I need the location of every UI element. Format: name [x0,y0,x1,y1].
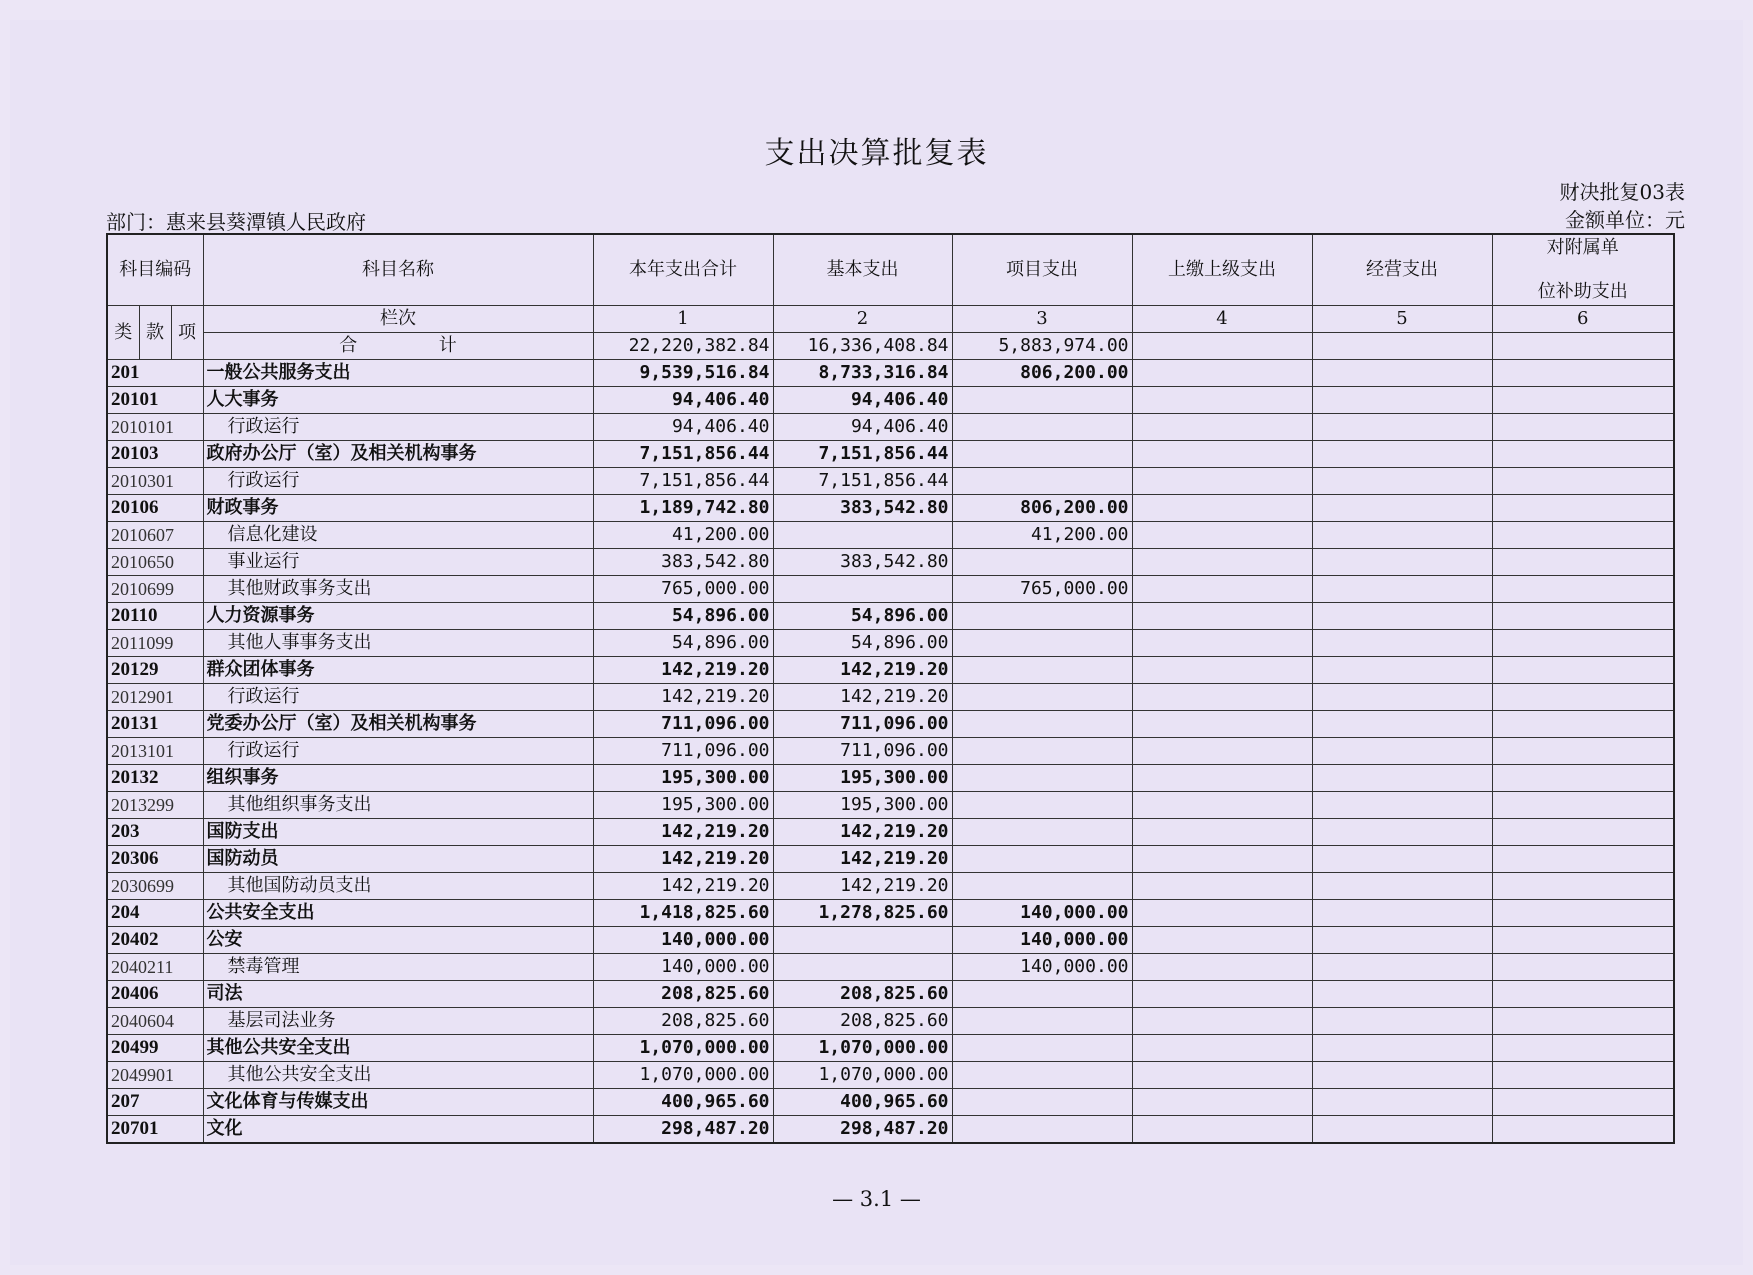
row-col5 [1312,630,1492,657]
table-row [107,819,1674,846]
row-col5 [1312,468,1492,495]
row-col2: 208,825.60 [773,1008,952,1035]
row-col5 [1312,792,1492,819]
row-col2 [773,927,952,954]
total-col6 [1492,333,1674,360]
row-col6 [1492,1089,1674,1116]
row-col3 [952,414,1132,441]
row-col3: 765,000.00 [952,576,1132,603]
expenditure-table [106,233,1675,1144]
row-col1: 195,300.00 [593,792,773,819]
row-col2 [773,954,952,981]
row-col2: 142,219.20 [773,657,952,684]
table-row [107,603,1674,630]
row-col1: 94,406.40 [593,414,773,441]
row-code: 203 [107,819,203,846]
row-col1: 1,070,000.00 [593,1035,773,1062]
row-col4 [1132,1116,1312,1144]
row-col5 [1312,954,1492,981]
row-col5 [1312,387,1492,414]
row-col3 [952,387,1132,414]
row-name: 国防动员 [203,846,593,873]
row-name: 人力资源事务 [203,603,593,630]
row-col6 [1492,1035,1674,1062]
row-name: 国防支出 [203,819,593,846]
row-name: 行政运行 [203,738,593,765]
row-name: 禁毒管理 [203,954,593,981]
row-col3: 41,200.00 [952,522,1132,549]
row-col5 [1312,1062,1492,1089]
row-code: 2010301 [107,468,203,495]
row-name: 一般公共服务支出 [203,360,593,387]
row-name: 司法 [203,981,593,1008]
table-row [107,981,1674,1008]
row-col4 [1132,522,1312,549]
row-col2: 1,070,000.00 [773,1035,952,1062]
header-lanci: 栏次 [203,306,593,333]
row-name: 其他公共安全支出 [203,1035,593,1062]
row-col4 [1132,684,1312,711]
table-row [107,765,1674,792]
row-col1: 195,300.00 [593,765,773,792]
row-code: 2013299 [107,792,203,819]
row-code: 20129 [107,657,203,684]
row-col4 [1132,1089,1312,1116]
row-code: 2040211 [107,954,203,981]
row-col3 [952,549,1132,576]
table-row [107,684,1674,711]
header-lei: 类 [107,306,139,360]
row-col5 [1312,1089,1492,1116]
row-col6 [1492,522,1674,549]
row-col4 [1132,819,1312,846]
row-col2: 8,733,316.84 [773,360,952,387]
row-code: 2040604 [107,1008,203,1035]
row-col6 [1492,387,1674,414]
row-col4 [1132,603,1312,630]
row-col3 [952,1116,1132,1144]
row-col1: 1,418,825.60 [593,900,773,927]
row-col4 [1132,441,1312,468]
row-col1: 7,151,856.44 [593,441,773,468]
row-code: 20103 [107,441,203,468]
row-col6 [1492,954,1674,981]
col-number-4: 4 [1132,306,1312,333]
row-name: 文化体育与传媒支出 [203,1089,593,1116]
header-col1: 本年支出合计 [593,234,773,306]
row-col5 [1312,414,1492,441]
header-col6 [1492,234,1674,306]
row-name: 政府办公厅（室）及相关机构事务 [203,441,593,468]
col-number-2: 2 [773,306,952,333]
table-row [107,1116,1674,1144]
row-col2: 383,542.80 [773,549,952,576]
row-col5 [1312,1116,1492,1144]
total-label [203,333,593,360]
col-number-1: 1 [593,306,773,333]
row-name: 党委办公厅（室）及相关机构事务 [203,711,593,738]
row-name: 其他国防动员支出 [203,873,593,900]
row-name: 行政运行 [203,414,593,441]
page-title: 支出决算批复表 [764,136,989,171]
table-row [107,522,1674,549]
row-col5 [1312,603,1492,630]
header-code: 科目编码 [107,234,203,306]
total-col5 [1312,333,1492,360]
row-col5 [1312,927,1492,954]
row-col2: 54,896.00 [773,630,952,657]
total-label-a: 合 [339,335,358,356]
row-code: 20101 [107,387,203,414]
row-name: 群众团体事务 [203,657,593,684]
row-col1: 142,219.20 [593,819,773,846]
table-row [107,360,1674,387]
row-col3 [952,819,1132,846]
row-name: 公安 [203,927,593,954]
row-col1: 142,219.20 [593,873,773,900]
row-col1: 7,151,856.44 [593,468,773,495]
total-row [107,333,1674,360]
row-col5 [1312,900,1492,927]
row-col3 [952,1035,1132,1062]
row-col1: 383,542.80 [593,549,773,576]
row-col3: 140,000.00 [952,927,1132,954]
row-code: 2030699 [107,873,203,900]
row-name: 组织事务 [203,765,593,792]
row-col3 [952,1062,1132,1089]
table-row [107,549,1674,576]
row-col2: 195,300.00 [773,765,952,792]
col-number-3: 3 [952,306,1132,333]
row-col2: 7,151,856.44 [773,441,952,468]
row-col6 [1492,819,1674,846]
row-col2: 142,219.20 [773,684,952,711]
row-col3 [952,738,1132,765]
row-col3: 140,000.00 [952,954,1132,981]
row-name: 人大事务 [203,387,593,414]
row-code: 207 [107,1089,203,1116]
row-name: 行政运行 [203,684,593,711]
header-col2: 基本支出 [773,234,952,306]
total-col3: 5,883,974.00 [952,333,1132,360]
table-row [107,630,1674,657]
row-code: 2010650 [107,549,203,576]
row-col5 [1312,765,1492,792]
row-col5 [1312,873,1492,900]
table-row [107,900,1674,927]
row-col4 [1132,360,1312,387]
row-col4 [1132,846,1312,873]
row-col3 [952,792,1132,819]
row-name: 行政运行 [203,468,593,495]
row-col5 [1312,819,1492,846]
row-col5 [1312,441,1492,468]
header-xiang: 项 [171,306,203,360]
row-col2: 54,896.00 [773,603,952,630]
row-col2 [773,522,952,549]
row-col4 [1132,738,1312,765]
row-col3 [952,711,1132,738]
table-row [107,792,1674,819]
table-row [107,441,1674,468]
row-col1: 54,896.00 [593,603,773,630]
row-col6 [1492,549,1674,576]
table-row [107,954,1674,981]
row-col1: 298,487.20 [593,1116,773,1144]
header-name: 科目名称 [203,234,593,306]
row-col4 [1132,387,1312,414]
row-col4 [1132,1035,1312,1062]
row-name: 其他人事事务支出 [203,630,593,657]
row-col3 [952,846,1132,873]
row-code: 20131 [107,711,203,738]
row-col1: 94,406.40 [593,387,773,414]
row-col5 [1312,846,1492,873]
row-col1: 765,000.00 [593,576,773,603]
row-col6 [1492,468,1674,495]
row-col6 [1492,1062,1674,1089]
row-col6 [1492,1008,1674,1035]
header-row [107,234,1674,306]
row-col6 [1492,684,1674,711]
header-col3: 项目支出 [952,234,1132,306]
row-col1: 140,000.00 [593,954,773,981]
row-col4 [1132,792,1312,819]
total-label-b: 计 [438,335,457,356]
row-col3 [952,441,1132,468]
row-col4 [1132,1062,1312,1089]
col-number-6: 6 [1492,306,1674,333]
row-col1: 9,539,516.84 [593,360,773,387]
row-col6 [1492,900,1674,927]
row-col2: 711,096.00 [773,711,952,738]
row-col4 [1132,576,1312,603]
row-col6 [1492,576,1674,603]
row-col6 [1492,360,1674,387]
table-row [107,927,1674,954]
row-col2: 195,300.00 [773,792,952,819]
row-col1: 140,000.00 [593,927,773,954]
row-col2: 711,096.00 [773,738,952,765]
row-col4 [1132,873,1312,900]
row-col6 [1492,927,1674,954]
row-col6 [1492,1116,1674,1144]
row-code: 20106 [107,495,203,522]
row-col5 [1312,1008,1492,1035]
row-name: 其他财政事务支出 [203,576,593,603]
row-name: 事业运行 [203,549,593,576]
row-col6 [1492,765,1674,792]
row-col4 [1132,495,1312,522]
page-number: — 3.1 — [832,1187,921,1211]
table-row [107,846,1674,873]
row-col4 [1132,981,1312,1008]
row-col6 [1492,657,1674,684]
header-col6-line1: 对附属单 [1546,237,1619,258]
table-row [107,873,1674,900]
row-col3 [952,657,1132,684]
row-col3 [952,873,1132,900]
row-col4 [1132,630,1312,657]
row-col1: 208,825.60 [593,1008,773,1035]
row-col5 [1312,576,1492,603]
row-name: 文化 [203,1116,593,1144]
table-row [107,468,1674,495]
row-col1: 1,189,742.80 [593,495,773,522]
row-name: 公共安全支出 [203,900,593,927]
row-col1: 208,825.60 [593,981,773,1008]
row-col4 [1132,711,1312,738]
row-code: 2010699 [107,576,203,603]
row-code: 2010101 [107,414,203,441]
header-col6-line2: 位补助支出 [1537,281,1628,302]
table-row [107,738,1674,765]
row-col2: 298,487.20 [773,1116,952,1144]
row-col4 [1132,954,1312,981]
row-code: 2011099 [107,630,203,657]
row-code: 2013101 [107,738,203,765]
row-col5 [1312,657,1492,684]
table-row [107,495,1674,522]
table-row [107,657,1674,684]
row-col5 [1312,495,1492,522]
header-kuan: 款 [139,306,171,360]
row-code: 20402 [107,927,203,954]
row-col4 [1132,468,1312,495]
row-col1: 711,096.00 [593,738,773,765]
row-col2: 142,219.20 [773,846,952,873]
col-number-5: 5 [1312,306,1492,333]
row-code: 20306 [107,846,203,873]
header-col5: 经营支出 [1312,234,1492,306]
total-col2: 16,336,408.84 [773,333,952,360]
row-col2: 142,219.20 [773,873,952,900]
row-col1: 711,096.00 [593,711,773,738]
row-code: 20499 [107,1035,203,1062]
row-col5 [1312,981,1492,1008]
row-col2: 1,278,825.60 [773,900,952,927]
row-code: 2010607 [107,522,203,549]
currency-unit: 金额单位：元 [1565,208,1685,232]
row-col3: 140,000.00 [952,900,1132,927]
table-row [107,576,1674,603]
form-number: 财决批复03表 [1559,180,1685,204]
row-col4 [1132,657,1312,684]
row-col3 [952,603,1132,630]
row-col4 [1132,549,1312,576]
row-col5 [1312,549,1492,576]
row-col6 [1492,711,1674,738]
row-col1: 142,219.20 [593,684,773,711]
row-col6 [1492,981,1674,1008]
row-code: 201 [107,360,203,387]
row-col4 [1132,414,1312,441]
row-col2: 7,151,856.44 [773,468,952,495]
row-col2: 383,542.80 [773,495,952,522]
table-row [107,1035,1674,1062]
row-col3: 806,200.00 [952,495,1132,522]
row-col1: 41,200.00 [593,522,773,549]
table-row [107,1008,1674,1035]
row-col1: 400,965.60 [593,1089,773,1116]
column-number-row [107,306,1674,333]
row-col3 [952,765,1132,792]
row-name: 其他公共安全支出 [203,1062,593,1089]
row-col3 [952,684,1132,711]
row-col6 [1492,441,1674,468]
row-col5 [1312,360,1492,387]
table-row [107,1062,1674,1089]
row-col2: 1,070,000.00 [773,1062,952,1089]
row-code: 20701 [107,1116,203,1144]
row-code: 2049901 [107,1062,203,1089]
row-col6 [1492,846,1674,873]
row-col3 [952,1008,1132,1035]
table-row [107,387,1674,414]
row-code: 20110 [107,603,203,630]
department-label: 部门：惠来县葵潭镇人民政府 [106,210,366,234]
row-col6 [1492,414,1674,441]
row-col2: 400,965.60 [773,1089,952,1116]
row-col3: 806,200.00 [952,360,1132,387]
row-col6 [1492,873,1674,900]
row-code: 20132 [107,765,203,792]
row-col1: 142,219.20 [593,846,773,873]
table-row [107,711,1674,738]
row-col5 [1312,522,1492,549]
total-col4 [1132,333,1312,360]
row-name: 财政事务 [203,495,593,522]
row-col4 [1132,900,1312,927]
row-code: 204 [107,900,203,927]
row-col2: 94,406.40 [773,387,952,414]
row-col5 [1312,738,1492,765]
row-col3 [952,468,1132,495]
row-col2: 208,825.60 [773,981,952,1008]
row-col4 [1132,765,1312,792]
row-code: 20406 [107,981,203,1008]
row-col5 [1312,684,1492,711]
row-name: 基层司法业务 [203,1008,593,1035]
row-col5 [1312,711,1492,738]
row-code: 2012901 [107,684,203,711]
table-row [107,1089,1674,1116]
row-col3 [952,981,1132,1008]
row-col6 [1492,603,1674,630]
row-col5 [1312,1035,1492,1062]
row-col1: 142,219.20 [593,657,773,684]
row-name: 其他组织事务支出 [203,792,593,819]
row-col6 [1492,792,1674,819]
row-col6 [1492,630,1674,657]
row-col2 [773,576,952,603]
row-col2: 94,406.40 [773,414,952,441]
row-col2: 142,219.20 [773,819,952,846]
row-col4 [1132,1008,1312,1035]
total-col1: 22,220,382.84 [593,333,773,360]
table-row [107,414,1674,441]
row-col3 [952,630,1132,657]
header-col4: 上缴上级支出 [1132,234,1312,306]
row-col6 [1492,738,1674,765]
row-col6 [1492,495,1674,522]
row-col3 [952,1089,1132,1116]
row-col1: 54,896.00 [593,630,773,657]
row-col1: 1,070,000.00 [593,1062,773,1089]
row-name: 信息化建设 [203,522,593,549]
row-col4 [1132,927,1312,954]
